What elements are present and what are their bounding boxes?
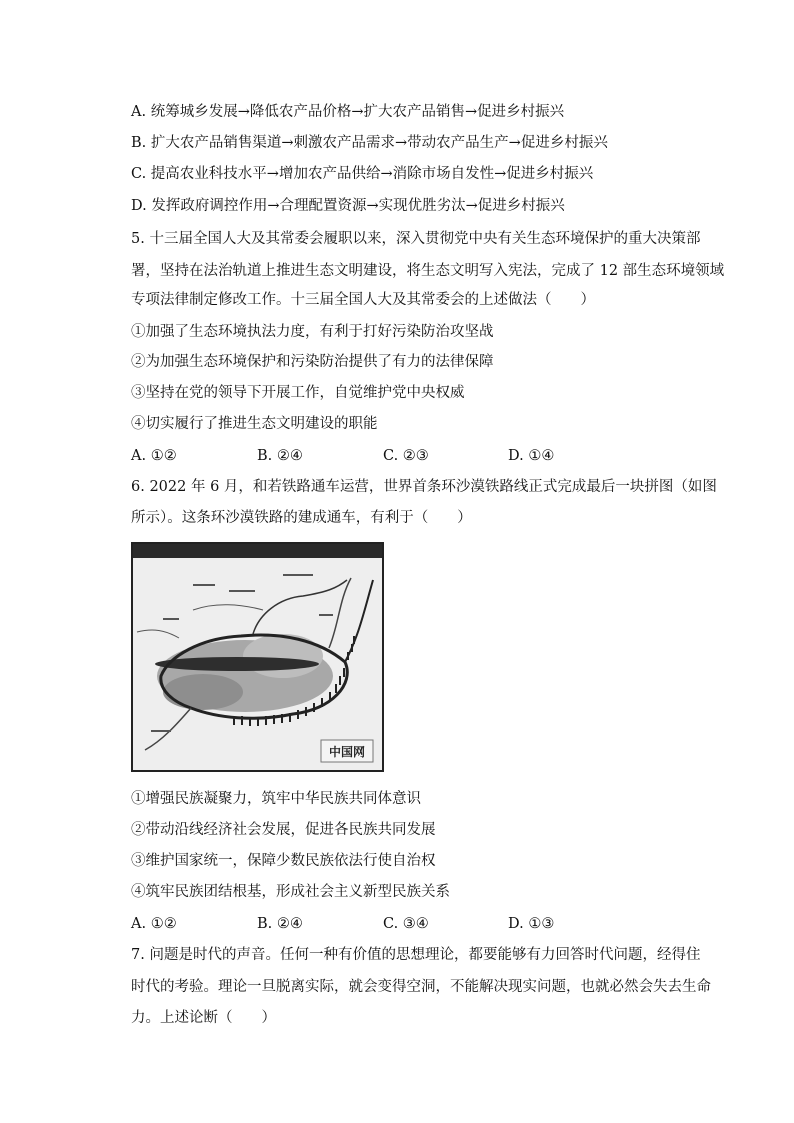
q5-stem-line-1: 5. 十三届全国人大及其常委会履职以来，深入贯彻党中央有关生态环境保护的重大决策部 bbox=[131, 231, 701, 247]
q5-statement-3: ③坚持在党的领导下开展工作，自觉维护党中央权威 bbox=[131, 385, 465, 401]
railway-map-image bbox=[131, 542, 384, 772]
q5-choice-a: A. ①② bbox=[131, 448, 177, 464]
q6-statement-2: ②带动沿线经济社会发展，促进各民族共同发展 bbox=[131, 822, 436, 838]
q6-choice-c: C. ③④ bbox=[383, 916, 429, 932]
q6-statement-4: ④筑牢民族团结根基，形成社会主义新型民族关系 bbox=[131, 884, 450, 900]
q5-stem-line-3: 专项法律制定修改工作。十三届全国人大及其常委会的上述做法（ ） bbox=[131, 292, 595, 308]
q5-choice-b: B. ②④ bbox=[257, 448, 303, 464]
q5-choice-c: C. ②③ bbox=[383, 448, 429, 464]
q4-option-a: A. 统筹城乡发展→降低农产品价格→扩大农产品销售→促进乡村振兴 bbox=[131, 104, 565, 120]
q7-stem-line-1: 7. 问题是时代的声音。任何一种有价值的思想理论，都要能够有力回答时代问题，经得住 bbox=[131, 947, 701, 963]
map-logo-text: 中国网 bbox=[329, 745, 366, 759]
q4-option-c: C. 提高农业科技水平→增加农产品供给→消除市场自发性→促进乡村振兴 bbox=[131, 166, 594, 182]
q4-option-d: D. 发挥政府调控作用→合理配置资源→实现优胜劣汰→促进乡村振兴 bbox=[131, 198, 565, 214]
q5-statement-1: ①加强了生态环境执法力度，有利于打好污染防治攻坚战 bbox=[131, 324, 494, 340]
q6-stem-line-2: 所示）。这条环沙漠铁路的建成通车，有利于（ ） bbox=[131, 510, 472, 526]
q6-statement-1: ①增强民族凝聚力，筑牢中华民族共同体意识 bbox=[131, 791, 421, 807]
q5-statement-2: ②为加强生态环境保护和污染防治提供了有力的法律保障 bbox=[131, 354, 494, 370]
q6-choice-b: B. ②④ bbox=[257, 916, 303, 932]
q7-stem-line-3: 力。上述论断（ ） bbox=[131, 1010, 276, 1026]
q7-stem-line-2: 时代的考验。理论一旦脱离实际，就会变得空洞，不能解决现实问题，也就必然会失去生命 bbox=[131, 979, 711, 995]
q6-choices bbox=[131, 914, 671, 934]
q4-option-b: B. 扩大农产品销售渠道→刺激农产品需求→带动农产品生产→促进乡村振兴 bbox=[131, 135, 608, 151]
q5-stem-line-2: 署，坚持在法治轨道上推进生态文明建设，将生态文明写入宪法，完成了 12 部生态环境领域 bbox=[131, 263, 725, 279]
q5-choice-d: D. ①④ bbox=[508, 448, 555, 464]
q6-stem-line-1: 6. 2022 年 6 月，和若铁路通车运营，世界首条环沙漠铁路线正式完成最后一块拼图（如图 bbox=[131, 479, 717, 495]
q5-statement-4: ④切实履行了推进生态文明建设的职能 bbox=[131, 416, 378, 432]
q6-statement-3: ③维护国家统一，保障少数民族依法行使自治权 bbox=[131, 853, 436, 869]
q5-choices bbox=[131, 446, 671, 466]
q6-choice-d: D. ①③ bbox=[508, 916, 555, 932]
q6-choice-a: A. ①② bbox=[131, 916, 177, 932]
